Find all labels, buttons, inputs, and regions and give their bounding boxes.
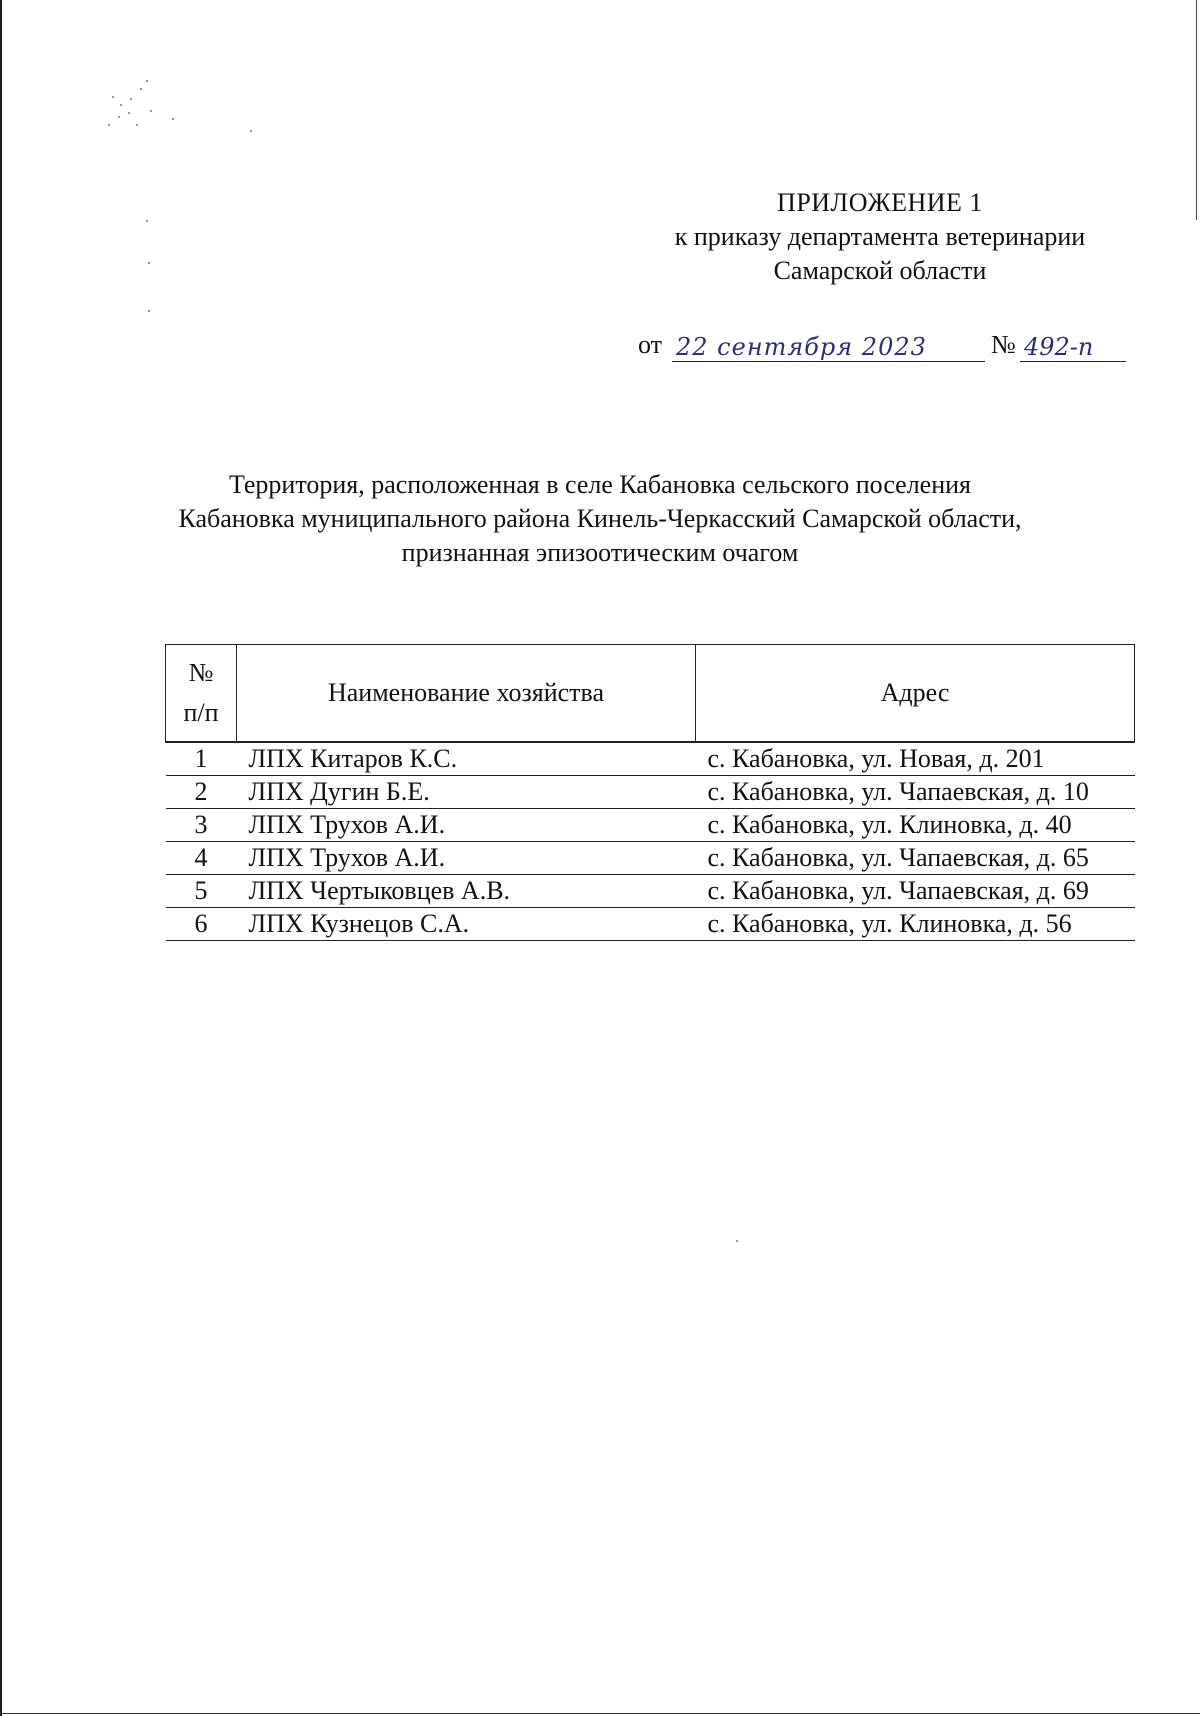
- header-number: [166, 645, 237, 743]
- scan-edge-left: [0, 0, 2, 1716]
- row-address: с. Кабановка, ул. Новая, д. 201: [696, 742, 1135, 776]
- header-farm-name: Наименование хозяйства: [237, 645, 696, 743]
- title-line-2: Кабановка муниципального района Кинель-Черкасский Самарской области,: [178, 504, 1022, 533]
- table-row: [166, 908, 1135, 941]
- table-row: [166, 742, 1135, 776]
- table-row: [166, 842, 1135, 875]
- row-farm-name: ЛПХ Кузнецов С.А.: [237, 908, 696, 941]
- row-farm-name: ЛПХ Дугин Б.Е.: [237, 776, 696, 809]
- order-from-label: от: [638, 330, 663, 359]
- row-address: с. Кабановка, ул. Клиновка, д. 56: [696, 908, 1135, 941]
- appendix-header: [640, 186, 1120, 288]
- row-farm-name: ЛПХ Трухов А.И.: [237, 842, 696, 875]
- document-title: [150, 468, 1050, 570]
- table-header-row: [166, 645, 1135, 743]
- table-row: [166, 875, 1135, 908]
- row-address: с. Кабановка, ул. Чапаевская, д. 10: [696, 776, 1135, 809]
- appendix-line-2: Самарской области: [773, 256, 987, 285]
- row-farm-name: ЛПХ Трухов А.И.: [237, 809, 696, 842]
- row-address: с. Кабановка, ул. Клиновка, д. 40: [696, 809, 1135, 842]
- row-number: 3: [166, 809, 237, 842]
- row-farm-name: ЛПХ Китаров К.С.: [237, 742, 696, 776]
- title-line-3: признанная эпизоотическим очагом: [401, 538, 799, 567]
- row-farm-name: ЛПХ Чертыковцев А.В.: [237, 875, 696, 908]
- order-number-label: №: [991, 330, 1016, 359]
- appendix-title: ПРИЛОЖЕНИЕ 1: [777, 188, 983, 217]
- table-row: [166, 776, 1135, 809]
- row-number: 2: [166, 776, 237, 809]
- row-address: с. Кабановка, ул. Чапаевская, д. 65: [696, 842, 1135, 875]
- header-address: Адрес: [696, 645, 1135, 743]
- row-number: 1: [166, 742, 237, 776]
- order-number-handwritten: 492-п: [1020, 333, 1126, 362]
- scan-edge-bottom: [0, 1713, 1200, 1714]
- title-line-1: Территория, расположенная в селе Кабановка сельского поселения: [228, 470, 972, 499]
- farms-table: [165, 644, 1135, 941]
- header-number-sign: №: [188, 658, 214, 687]
- row-number: 6: [166, 908, 237, 941]
- row-number: 4: [166, 842, 237, 875]
- appendix-line-1: к приказу департамента ветеринарии: [674, 222, 1086, 251]
- order-date-handwritten: 22 сентября 2023: [672, 333, 985, 362]
- order-reference: [638, 328, 1128, 364]
- row-number: 5: [166, 875, 237, 908]
- table-row: [166, 809, 1135, 842]
- row-address: с. Кабановка, ул. Чапаевская, д. 69: [696, 875, 1135, 908]
- header-number-pp: п/п: [183, 698, 219, 727]
- scan-edge-right: [1196, 0, 1197, 220]
